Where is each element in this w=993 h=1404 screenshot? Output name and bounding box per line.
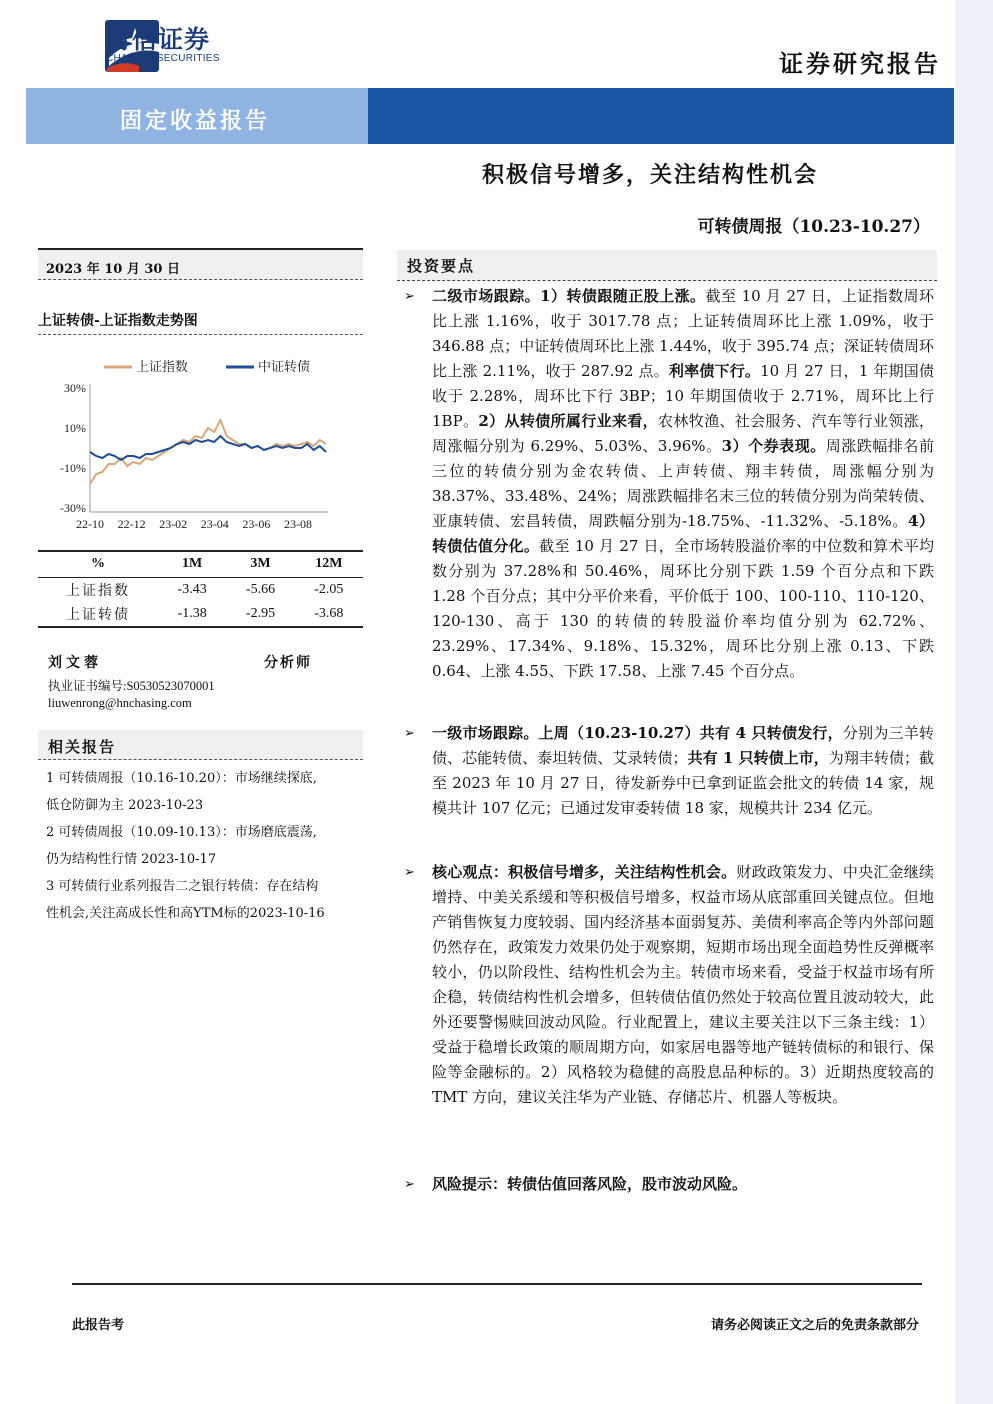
bullet-body [432, 860, 934, 1110]
analyst-license: 执业证书编号:S0530523070001 [48, 679, 215, 693]
performance-table [38, 550, 363, 628]
bullet-text: 农林牧渔、社会服务、汽车等行业领涨，周涨幅分别为 6.29%、5.03%、3.96%。 [432, 412, 934, 455]
analyst-name: 刘文蓉 [48, 655, 102, 671]
right-margin-strip [955, 0, 993, 1404]
date-box [38, 248, 363, 280]
footer-rule [72, 1283, 922, 1285]
x-tick-label: 23-06 [242, 517, 271, 531]
related-report-item[interactable]: 低仓防御为主 2023-10-23 [46, 798, 204, 813]
perf-header-12m: 12M [315, 556, 343, 572]
investment-heading: 投资要点 [407, 257, 476, 275]
analyst-email[interactable]: liuwenrong@hnchasing.com [48, 696, 192, 710]
x-tick-label: 23-08 [284, 517, 312, 531]
legend-label-sh: 上证指数 [136, 360, 189, 375]
bullet-text: 分别为三羊转债、芯能转债、泰坦转债、艾录转债； [432, 724, 934, 767]
report-date: 2023 年 10 月 30 日 [46, 262, 180, 277]
bullet-core-view [404, 860, 934, 1110]
y-ticks [60, 381, 86, 515]
bullet-strong: 二级市场跟踪。1）转债跟随正股上涨。 [432, 287, 706, 305]
logo-text-cn: 财信证券 [106, 25, 211, 54]
related-reports-heading: 相关报告 [48, 738, 117, 756]
logo-text-en: CHASING SECURITIES [106, 53, 220, 64]
investment-heading-box [397, 250, 937, 280]
bullet-strong: 核心观点：积极信号增多，关注结构性机会。 [432, 863, 737, 881]
bullet-body [432, 1172, 934, 1197]
table-row [38, 577, 363, 602]
related-report-item[interactable]: 性机会,关注高成长性和高YTM标的2023-10-16 [46, 906, 325, 921]
bullet-strong: 共有 1 只转债上市， [687, 749, 829, 767]
bullet-primary-market [404, 721, 934, 821]
footer-disclaimer-link[interactable]: 请务必阅读正文之后的免责条款部分 [710, 1318, 919, 1333]
bullet-text: 为翔丰转债；截至 2023 年 10 月 27 日，待发新券中已拿到证监会批文的转债 14 家，规模共计 107 亿元；已通过发审委转债 18 家，规模共计 234 亿元。 [432, 749, 934, 817]
bullet-strong: 一级市场跟踪。上周（10.23-10.27）共有 4 只转债发行， [432, 724, 843, 742]
y-tick-label: -10% [60, 461, 86, 475]
trend-chart [38, 340, 363, 540]
y-tick-label: 10% [64, 421, 86, 435]
related-report-item[interactable]: 仍为结构性行情 2023-10-17 [46, 852, 217, 867]
bullet-strong: 4）转债估值分化。 [432, 512, 935, 555]
cell: -5.66 [245, 581, 276, 597]
analyst-block [48, 652, 358, 712]
series-group [90, 420, 326, 484]
perf-header-3m: 3M [250, 556, 271, 572]
bullet-body [432, 284, 934, 684]
cell: -3.43 [177, 581, 207, 597]
bullet-strong: 利率债下行。 [668, 362, 761, 380]
x-tick-label: 22-10 [76, 517, 104, 531]
table-row [38, 602, 363, 627]
bullet-risk [404, 1172, 934, 1197]
perf-header-unit: % [91, 556, 105, 572]
series-line-shanghai-index [90, 420, 326, 484]
legend-label-cb: 中证转债 [258, 360, 311, 375]
x-tick-label: 22-12 [117, 517, 146, 531]
analyst-role: 分析师 [264, 655, 312, 671]
cell: -2.05 [314, 581, 344, 597]
bullet-strong: 风险提示：转债估值回落风险，股市波动风险。 [432, 1175, 748, 1193]
chart-legend [104, 359, 310, 375]
chart-title: 上证转债-上证指数走势图 [38, 313, 198, 329]
footer-left-text: 此报告考 [72, 1318, 125, 1333]
x-tick-label: 23-04 [200, 517, 229, 531]
investment-heading-rule [397, 280, 937, 281]
page-title: 积极信号增多，关注结构性机会 [482, 162, 819, 188]
bullet-text: 周涨跌幅排名前三位的转债分别为金农转债、上声转债、翔丰转债，周涨幅分别为 38.37%、33.48%、24%；周涨跌幅排名末三位的转债分别为尚荣转债、亚康转债、宏昌转债，周跌幅分别为-18.75%、-11.32%、-5.18%。 [432, 437, 934, 530]
related-report-item[interactable]: 1 可转债周报（10.16-10.20）：市场继续探底, [46, 771, 317, 786]
related-report-item[interactable]: 3 可转债行业系列报告二之银行转债：存在结构 [46, 879, 319, 894]
bullet-arrow-icon: ➢ [404, 289, 415, 304]
x-tick-label: 23-02 [159, 517, 188, 531]
cell: -3.68 [314, 606, 344, 621]
bullet-secondary-market [404, 284, 934, 684]
bullet-strong: 3）个券表现。 [721, 437, 826, 455]
related-reports-list [46, 766, 358, 928]
banner-right [368, 88, 954, 144]
related-report-item[interactable]: 2 可转债周报（10.09-10.13）：市场磨底震荡, [46, 825, 317, 840]
bullet-text: 截至 10 月 27 日，上证指数周环比上涨 1.16%，收于 3017.78 点；上证转债周环比上涨 1.09%，收于 346.88 点；中证转债周环比上涨 1.44%，收于 395.74 点；深证转债周环比上涨 2.11%，收于 287.92 点。 [432, 287, 934, 380]
bullet-text: 截至 10 月 27 日，全市场转股溢价率的中位数和算术平均数分别为 37.28%和 50.46%，周环比分别下跌 1.59 个百分点和下跌 1.28 个百分点；其中分平价来看，平价低于 100、100-110、110-120、120-130、高于 130 的转债的转股溢价率均值分别为 62.72%、23.29%、17.34%、9.18%、15.32%，周环比分别上涨 0.13、下跌 0.64、上涨 4.55、下跌 17.58、上涨 7.45 个百分点。 [432, 537, 934, 680]
bullet-text: 10 月 27 日，1 年期国债收于 2.28%，周环比下行 3BP；10 年期国债收于 2.71%，周环比上行 1BP。 [432, 362, 934, 430]
perf-header-1m: 1M [182, 556, 203, 572]
report-type-label: 证券研究报告 [779, 49, 941, 78]
series-line-csi-convertible [90, 436, 326, 460]
y-tick-label: -30% [60, 501, 86, 515]
cell: -2.95 [245, 606, 276, 621]
bullet-arrow-icon: ➢ [404, 726, 415, 741]
x-ticks [76, 517, 312, 531]
page-subtitle: 可转债周报（10.23-10.27） [697, 217, 930, 237]
banner-label: 固定收益报告 [120, 108, 271, 134]
y-tick-label: 30% [64, 381, 86, 395]
bullet-body [432, 721, 934, 821]
row-label: 上证指数 [66, 583, 130, 599]
cell: -1.38 [177, 606, 207, 621]
bullet-strong: 2）从转债所属行业来看， [478, 412, 659, 430]
bullet-arrow-icon: ➢ [404, 865, 415, 880]
row-label: 上证转债 [66, 608, 130, 623]
bullet-text: 财政政策发力、中央汇金继续增持、中美关系缓和等积极信号增多，权益市场从底部重回关键点位。但地产销售恢复力度较弱、国内经济基本面弱复苏、美债利率高企等内外部问题仍然存在，政策发力效果仍处于观察期，短期市场出现全面趋势性反弹概率较小，仍以阶段性、结构性机会为主。转债市场来看，受益于权益市场有所企稳，转债结构性机会增多，但转债估值仍然处于较高位置且波动较大，此外还要警惕赎回波动风险。行业配置上，建议主要关注以下三条主线：1）受益于稳增长政策的顺周期方向，如家居电器等地产链转债标的和银行、保险等金融标的。2）风格较为稳健的高股息品种标的。3）近期热度较高的 TMT 方向，建议关注华为产业链、存储芯片、机器人等板块。 [432, 863, 934, 1106]
bullet-arrow-icon: ➢ [404, 1177, 415, 1192]
chart-title-rule [38, 334, 363, 335]
related-reports-heading-box [38, 730, 363, 760]
